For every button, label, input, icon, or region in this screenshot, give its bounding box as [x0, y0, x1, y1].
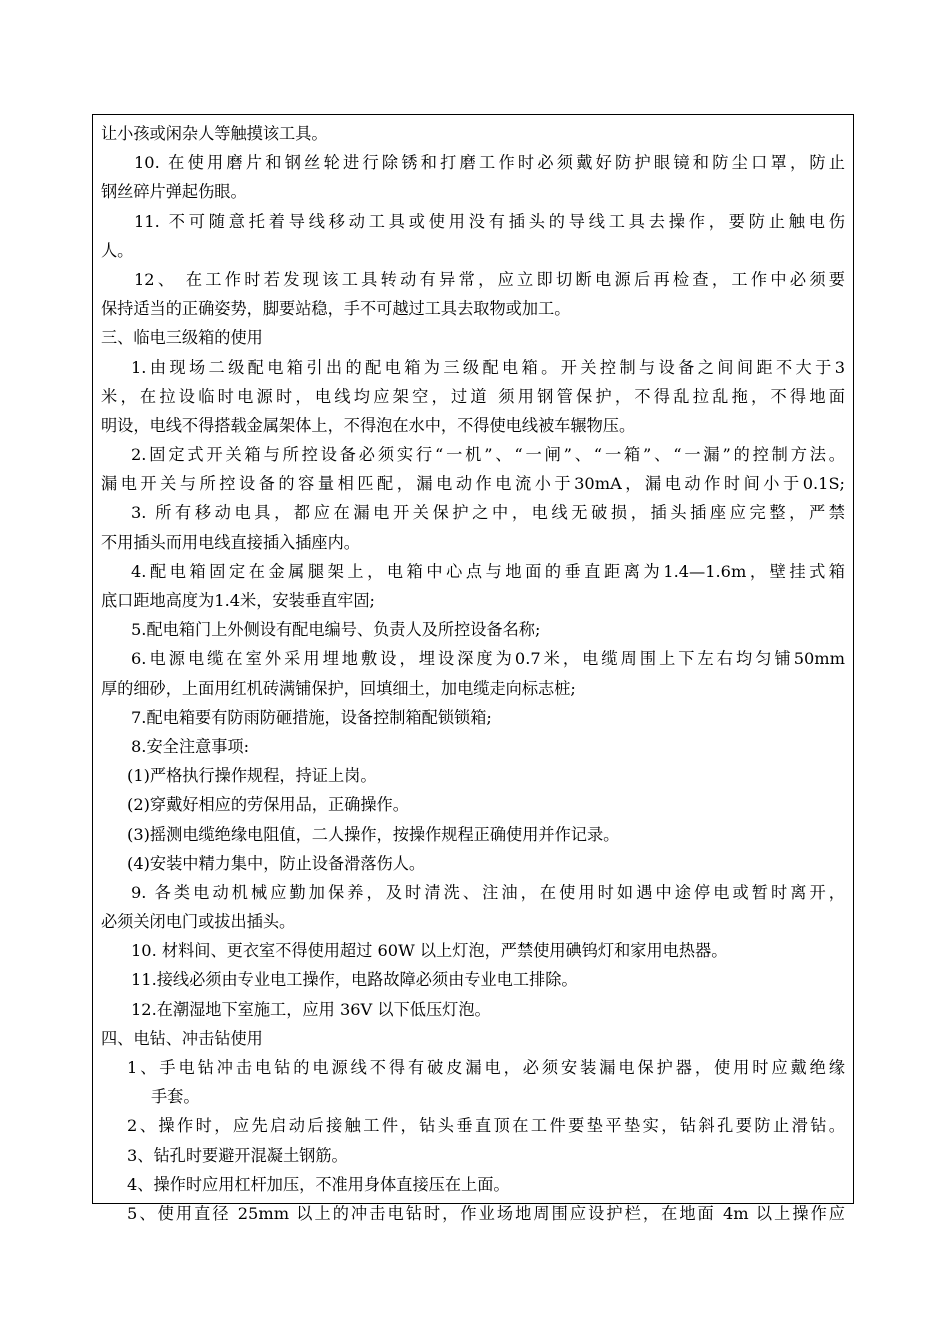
- text-line: (1)严格执行操作规程，持证上岗。: [127, 766, 377, 786]
- text-line: 9. 各类电动机械应勤加保养，及时清洗、注油，在使用时如遇中途停电或暂时离开，: [131, 882, 845, 902]
- text-line: 1、手电钻冲击电钻的电源线不得有破皮漏电，必须安装漏电保护器，使用时应戴绝缘: [127, 1058, 845, 1077]
- text-line: 12、 在工作时若发现该工具转动有异常，应立即切断电源后再检查，工作中必须要: [134, 269, 845, 289]
- text-line: 底口距地高度为1.4米，安装垂直牢固;: [101, 591, 376, 610]
- text-line: 11. 不可随意托着导线移动工具或使用没有插头的导线工具去操作，要防止触电伤: [134, 211, 845, 231]
- text-line: 必须关闭电门或拔出插头。: [101, 912, 296, 932]
- text-line: 漏电开关与所控设备的容量相匹配，漏电动作电流小于30mA，漏电动作时间小于0.1S;: [101, 474, 845, 494]
- text-line: 让小孩或闲杂人等触摸该工具。: [101, 124, 328, 143]
- text-line: 6.电源电缆在室外采用埋地敷设，埋设深度为0.7米，电缆周围上下左右均匀铺50mm: [131, 649, 845, 669]
- text-line: 米，在拉设临时电源时，电线均应架空，过道 须用钢管保护，不得乱拉乱拖，不得地面: [101, 386, 845, 406]
- text-line: 10. 在使用磨片和钢丝轮进行除锈和打磨工作时必须戴好防护眼镜和防尘口罩，防止: [134, 153, 845, 173]
- text-line: 10. 材料间、更衣室不得使用超过 60W 以上灯泡，严禁使用碘钨灯和家用电热器。: [131, 941, 728, 961]
- text-line: 7.配电箱要有防雨防砸措施，设备控制箱配锁锁箱;: [131, 707, 492, 727]
- text-line: 2、操作时，应先启动后接触工件，钻头垂直顶在工件要垫平垫实，钻斜孔要防止滑钻。: [127, 1116, 845, 1136]
- text-line: 手套。: [151, 1087, 200, 1107]
- text-line: (3)摇测电缆绝缘电阻值，二人操作，按操作规程正确使用并作记录。: [127, 824, 620, 844]
- text-line: 钢丝碎片弹起伤眼。: [101, 182, 247, 202]
- document-body: [101, 119, 845, 1228]
- text-line: 5、使用直径 25mm 以上的冲击电钻时，作业场地周围应设护栏，在地面 4m 以上操作应: [127, 1203, 845, 1223]
- text-line: 不用插头而用电线直接插入插座内。: [101, 532, 360, 552]
- text-line: 保持适当的正确姿势，脚要站稳，手不可越过工具去取物或加工。: [101, 299, 571, 319]
- text-line: 2.固定式开关箱与所控设备必须实行“一机”、“一闸”、“一箱”、“一漏”的控制方法。: [131, 445, 845, 465]
- text-line: 1.由现场二级配电箱引出的配电箱为三级配电箱。开关控制与设备之间间距不大于3: [131, 357, 845, 377]
- text-line: 3. 所有移动电具，都应在漏电开关保护之中，电线无破损，插头插座应完整，严禁: [131, 503, 845, 523]
- text-line: (2)穿戴好相应的劳保用品，正确操作。: [127, 795, 409, 815]
- text-line: 12.在潮湿地下室施工，应用 36V 以下低压灯泡。: [131, 999, 491, 1019]
- text-line: 3、钻孔时要避开混凝土钢筋。: [127, 1145, 348, 1165]
- document-frame: [92, 114, 854, 1223]
- text-line: 三、临电三级箱的使用: [101, 328, 263, 348]
- text-line: 4.配电箱固定在金属腿架上，电箱中心点与地面的垂直距离为1.4—1.6m，壁挂式箱: [131, 561, 845, 581]
- text-line: 明设，电线不得搭载金属架体上，不得泡在水中，不得使电线被车辗物压。: [101, 415, 636, 435]
- text-line: 11.接线必须由专业电工操作，电路故障必须由专业电工排除。: [131, 970, 578, 990]
- text-line: 四、电钻、冲击钻使用: [101, 1028, 263, 1048]
- text-line: (4)安装中精力集中，防止设备滑落伤人。: [127, 853, 426, 873]
- text-line: 8.安全注意事项:: [131, 736, 250, 756]
- text-line: 厚的细砂，上面用红机砖满铺保护，回填细土，加电缆走向标志桩;: [101, 678, 576, 698]
- text-line: 人。: [101, 240, 134, 260]
- text-line: 5.配电箱门上外侧设有配电编号、负责人及所控设备名称;: [131, 620, 541, 640]
- text-line: 4、操作时应用杠杆加压，不准用身体直接压在上面。: [127, 1174, 510, 1194]
